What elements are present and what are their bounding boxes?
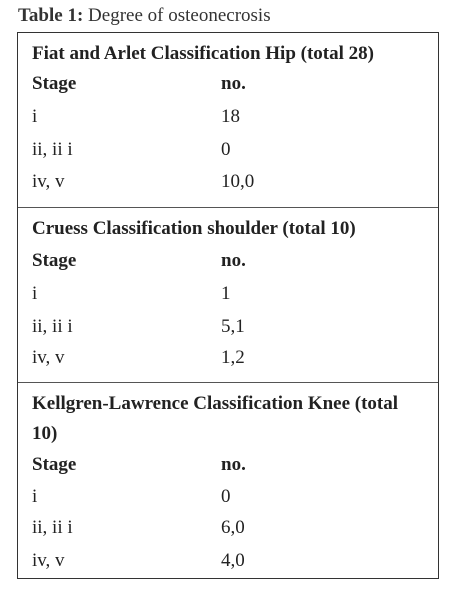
stage-header: Stage [32,73,77,94]
stage-header: Stage [32,250,77,271]
header-row [32,450,438,480]
no-cell: 5,1 [221,316,245,337]
section-hip [18,33,438,207]
header-row [32,246,438,276]
stage-cell: iv, v [32,171,65,192]
no-cell: 4,0 [221,550,245,571]
table-row [32,102,438,132]
stage-cell: iv, v [32,347,65,368]
no-header: no. [221,454,246,475]
no-cell: 1 [221,283,231,304]
table-row [32,343,438,373]
table-row [32,482,438,512]
table-caption-label: Table 1: [18,5,84,26]
section-title: Cruess Classification shoulder (total 10) [32,218,356,239]
table-caption [18,4,271,28]
section-knee [18,382,438,579]
stage-header: Stage [32,454,77,475]
no-header: no. [221,250,246,271]
stage-cell: i [32,106,38,127]
stage-cell: i [32,486,38,507]
no-cell: 6,0 [221,517,245,538]
stage-cell: ii, ii i [32,316,73,337]
stage-cell: ii, ii i [32,139,73,160]
no-cell: 0 [221,139,231,160]
table-row [32,312,438,342]
no-cell: 10,0 [221,171,255,192]
table-row [32,167,438,197]
stage-cell: iv, v [32,550,65,571]
table-row [32,513,438,543]
section-title: Kellgren-Lawrence Classification Knee (total 10) [32,393,399,444]
table-row [32,279,438,309]
table-caption-text: Degree of osteonecrosis [88,5,271,26]
stage-cell: i [32,283,38,304]
section-title: Fiat and Arlet Classification Hip (total 28) [32,43,374,64]
stage-cell: ii, ii i [32,517,73,538]
no-cell: 1,2 [221,347,245,368]
table-row [32,135,438,165]
header-row [32,69,438,99]
osteonecrosis-table [17,32,439,579]
table-row [32,546,438,576]
section-shoulder [18,207,438,383]
no-header: no. [221,73,246,94]
no-cell: 0 [221,486,231,507]
no-cell: 18 [221,106,240,127]
